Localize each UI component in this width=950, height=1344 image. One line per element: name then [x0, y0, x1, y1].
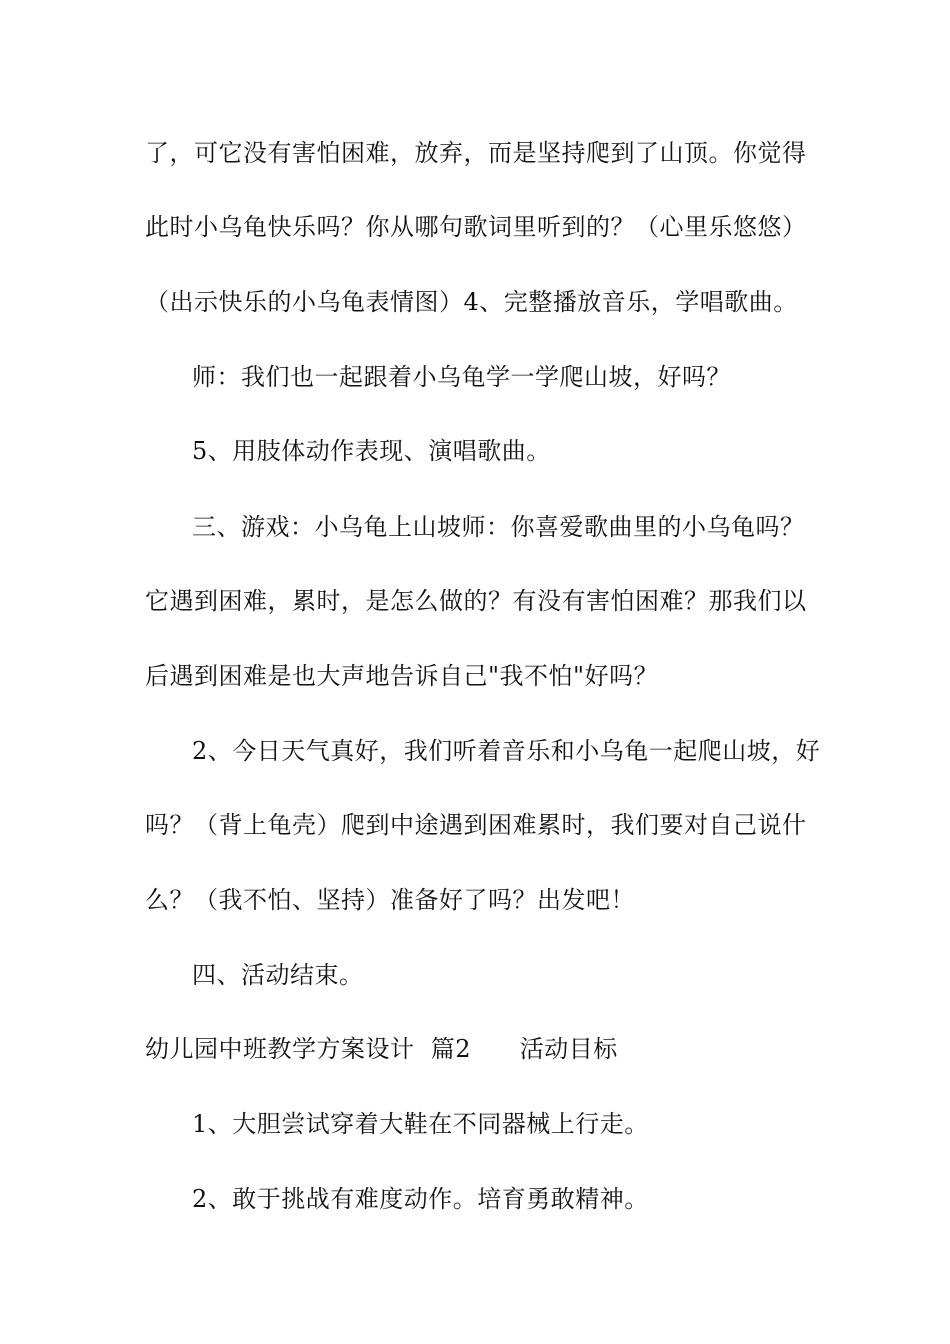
text-line: （出示快乐的小乌龟表情图）4、完整播放音乐，学唱歌曲。: [145, 288, 798, 316]
text-line: 2、敢于挑战有难度动作。培育勇敢精神。: [192, 1185, 649, 1213]
text-line: 四、活动结束。: [192, 961, 364, 989]
text-line: 后遇到困难是也大声地告诉自己"我不怕"好吗？: [145, 662, 659, 690]
text-line: 它遇到困难，累时，是怎么做的？有没有害怕困难？那我们以: [145, 587, 807, 615]
section-heading: 幼儿园中班教学方案设计 篇2 活动目标: [145, 1035, 618, 1063]
text-line: 么？（我不怕、坚持）准备好了吗？出发吧！: [145, 886, 635, 914]
text-line: 2、今日天气真好，我们听着音乐和小乌龟一起爬山坡，好: [192, 737, 821, 765]
text-line: 5、用肢体动作表现、演唱歌曲。: [192, 437, 551, 465]
text-line: 三、游戏：小乌龟上山坡师：你喜爱歌曲里的小乌龟吗？: [192, 513, 805, 541]
text-line: 师：我们也一起跟着小乌龟学一学爬山坡，好吗？: [192, 363, 731, 391]
text-line: 了，可它没有害怕困难，放弃，而是坚持爬到了山顶。你觉得: [145, 139, 807, 167]
text-line: 此时小乌龟快乐吗？你从哪句歌词里听到的？（心里乐悠悠）: [145, 213, 807, 241]
text-line: 1、大胆尝试穿着大鞋在不同器械上行走。: [192, 1110, 649, 1138]
text-line: 吗？（背上龟壳）爬到中途遇到困难累时，我们要对自己说什: [145, 811, 807, 839]
